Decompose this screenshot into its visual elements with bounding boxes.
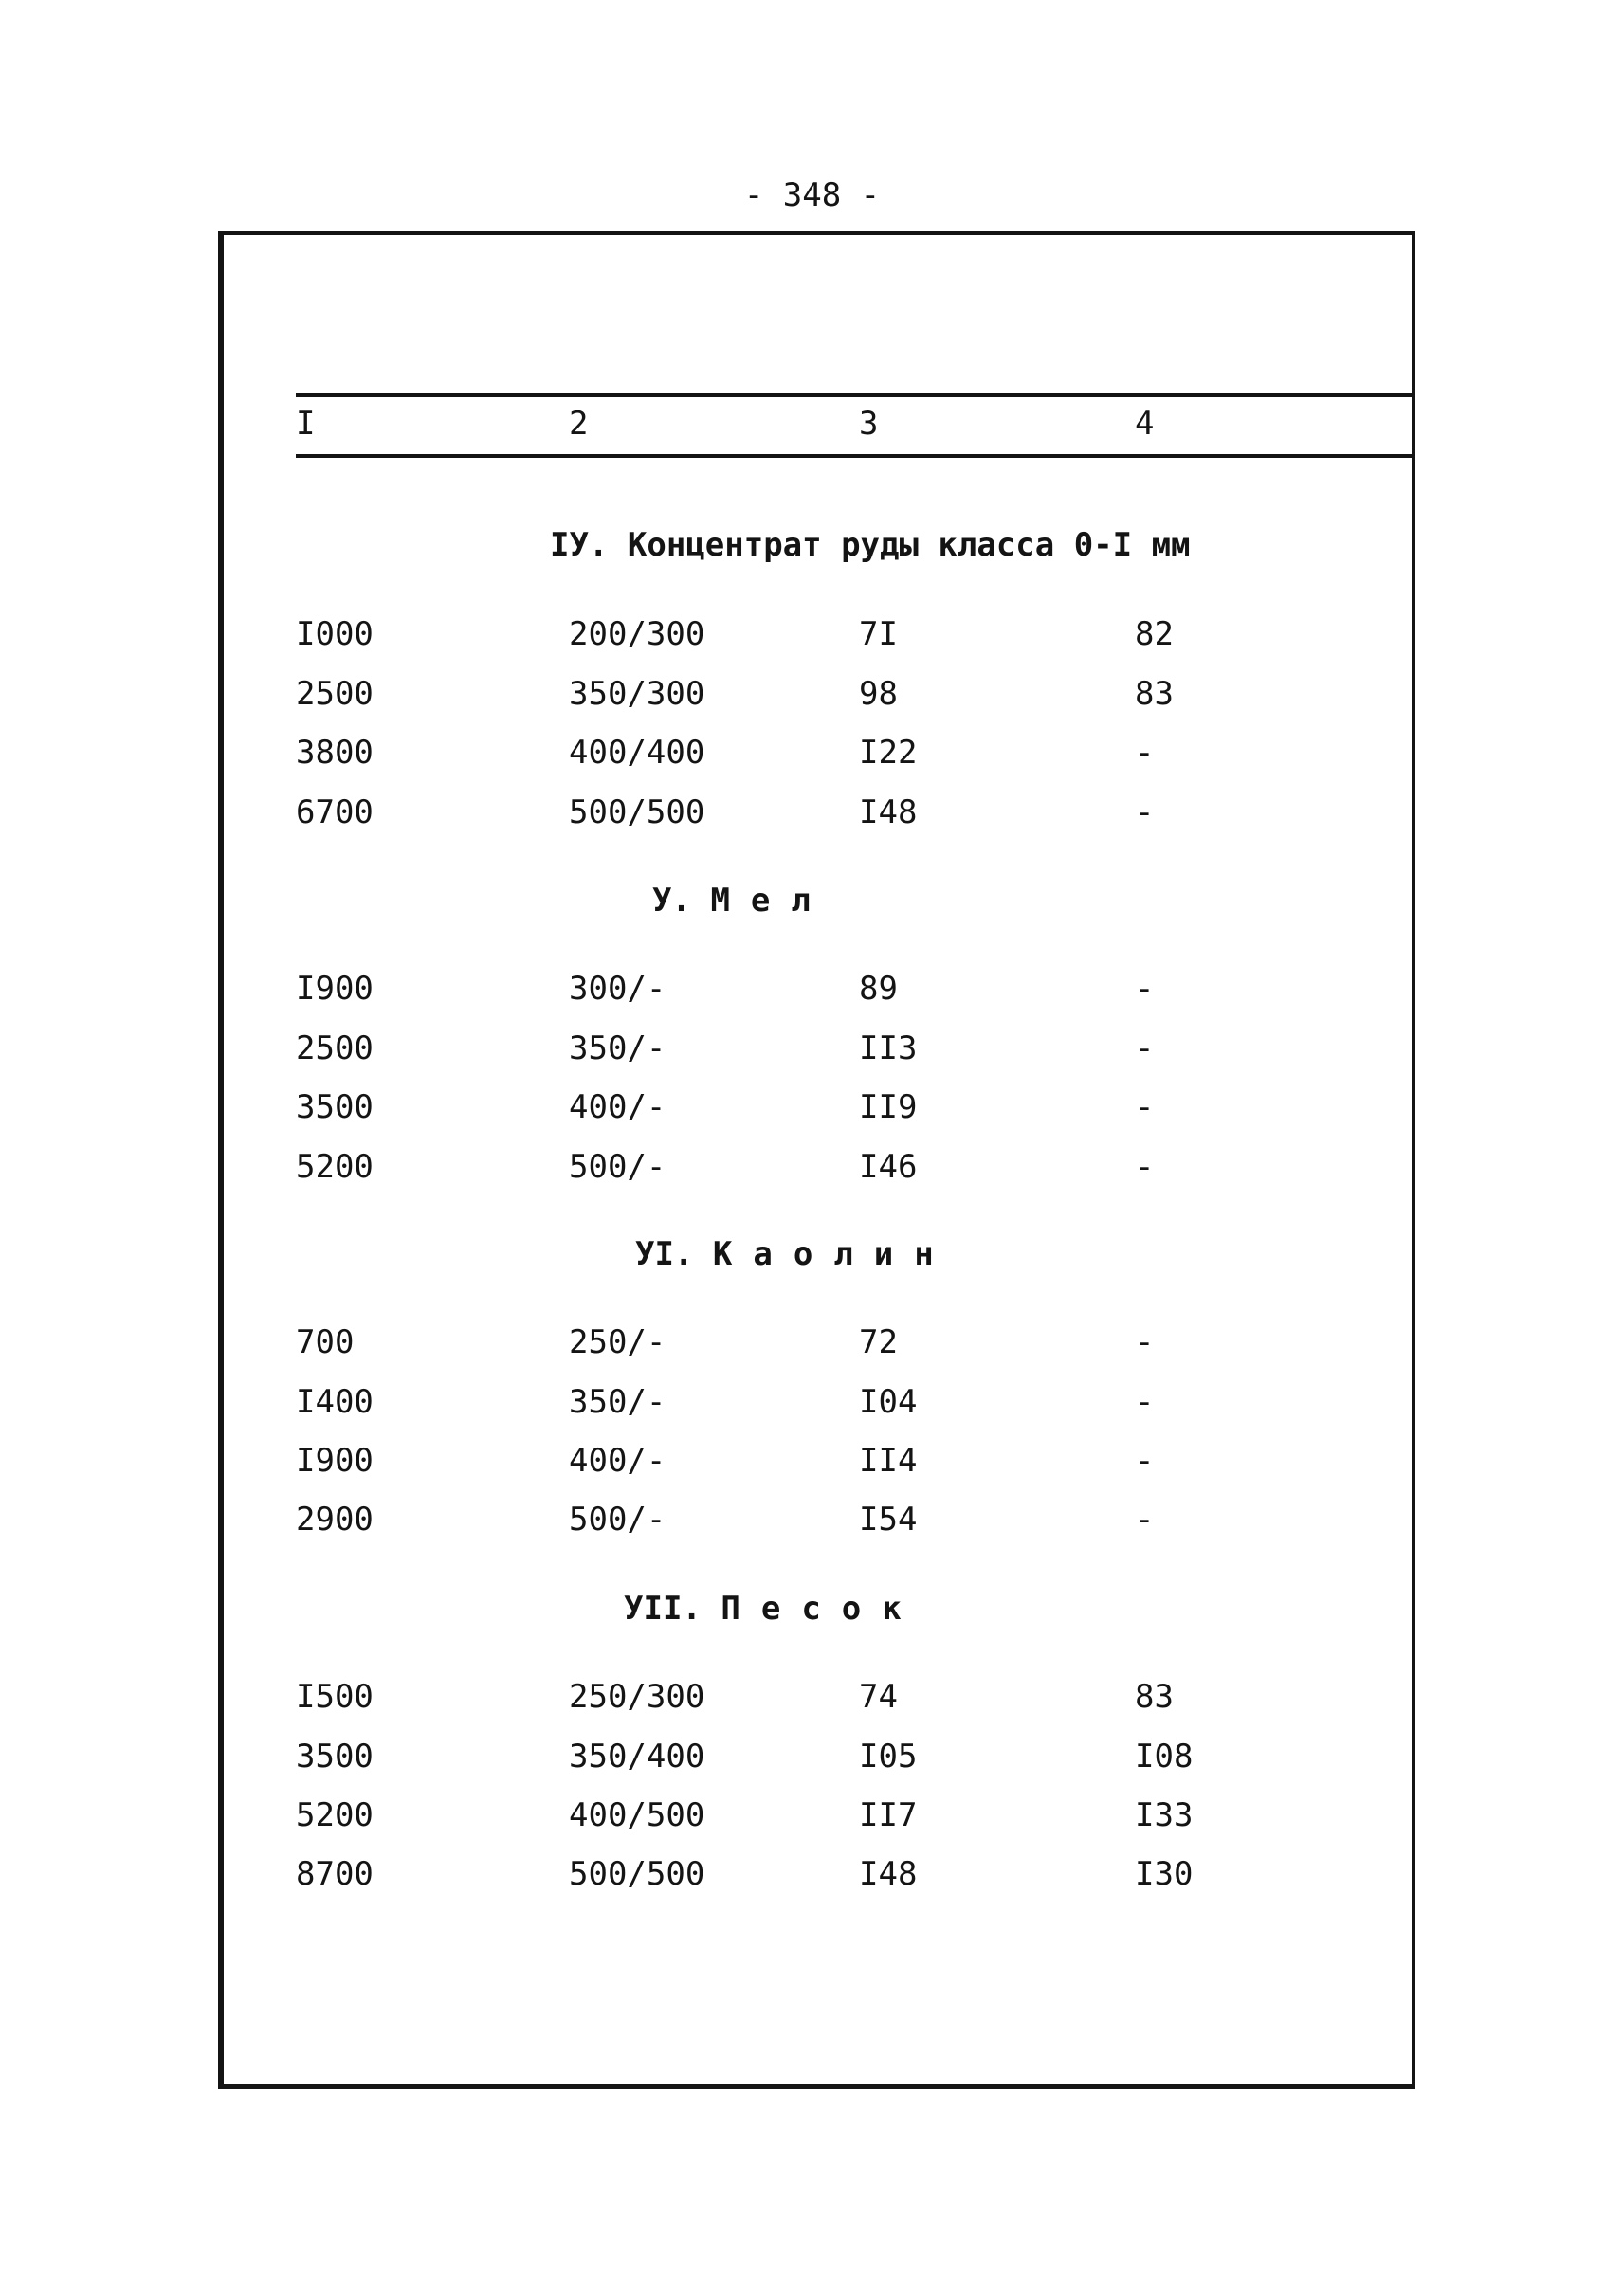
table-cell: I900	[296, 1442, 374, 1480]
table-cell: 2500	[296, 675, 374, 713]
table-cell: 300/-	[569, 970, 666, 1008]
section-name: Песок	[721, 1590, 922, 1628]
section-number: IУ.	[550, 526, 609, 564]
table-cell: 350/-	[569, 1383, 666, 1421]
table-cell: 250/300	[569, 1678, 705, 1716]
table-cell: -	[1135, 734, 1155, 772]
table-cell: 400/-	[569, 1442, 666, 1480]
table-cell: 83	[1135, 675, 1174, 713]
table-cell: I000	[296, 615, 374, 653]
table-cell: I22	[859, 734, 918, 772]
table-cell: I30	[1135, 1855, 1194, 1893]
table-cell: 700	[296, 1323, 355, 1361]
table-cell: -	[1135, 1383, 1155, 1421]
section-title	[550, 526, 1191, 564]
table-cell: 400/400	[569, 734, 705, 772]
table-cell: 350/-	[569, 1029, 666, 1067]
table-cell: 400/-	[569, 1088, 666, 1126]
table-cell: I54	[859, 1501, 918, 1539]
table-cell: -	[1135, 1501, 1155, 1539]
table-cell: -	[1135, 793, 1155, 831]
table-cell: 500/-	[569, 1501, 666, 1539]
table-cell: 3800	[296, 734, 374, 772]
table-cell: -	[1135, 1088, 1155, 1126]
table-cell: 200/300	[569, 615, 705, 653]
table-cell: 500/500	[569, 793, 705, 831]
table-cell: 72	[859, 1323, 898, 1361]
section-title	[652, 882, 831, 920]
table-cell: I48	[859, 793, 918, 831]
section-number: УI.	[635, 1235, 694, 1273]
table-cell: 3500	[296, 1738, 374, 1776]
table-cell: 5200	[296, 1796, 374, 1834]
section-title	[624, 1590, 922, 1628]
table-cell: -	[1135, 970, 1155, 1008]
table-cell: 500/500	[569, 1855, 705, 1893]
table-cell: -	[1135, 1148, 1155, 1186]
table-cell: I04	[859, 1383, 918, 1421]
table-cell: 2500	[296, 1029, 374, 1067]
table-cell: I900	[296, 970, 374, 1008]
table-cell: I33	[1135, 1796, 1194, 1834]
table-cell: 6700	[296, 793, 374, 831]
table-cell: 83	[1135, 1678, 1174, 1716]
table-cell: 89	[859, 970, 898, 1008]
table-cell: 7I	[859, 615, 898, 653]
table-cell: 5200	[296, 1148, 374, 1186]
table-cell: 8700	[296, 1855, 374, 1893]
table-cell: 350/300	[569, 675, 705, 713]
table-cell: 250/-	[569, 1323, 666, 1361]
table-cell: 2900	[296, 1501, 374, 1539]
header-rule-top	[296, 393, 1415, 397]
table-cell: I400	[296, 1383, 374, 1421]
header-rule-bottom	[296, 454, 1415, 458]
table-cell: I46	[859, 1148, 918, 1186]
table-cell: I08	[1135, 1738, 1194, 1776]
table-cell: 82	[1135, 615, 1174, 653]
table-frame	[218, 231, 1415, 2089]
column-header-2: 2	[569, 405, 589, 443]
column-header-3: 3	[859, 405, 879, 443]
table-cell: II3	[859, 1029, 918, 1067]
table-cell: -	[1135, 1442, 1155, 1480]
table-cell: I05	[859, 1738, 918, 1776]
table-cell: 98	[859, 675, 898, 713]
section-name: Каолин	[712, 1235, 955, 1273]
section-number: У.	[652, 882, 691, 920]
table-cell: 400/500	[569, 1796, 705, 1834]
column-header-1: I	[296, 405, 316, 443]
table-cell: I500	[296, 1678, 374, 1716]
section-name: Мел	[710, 882, 831, 920]
table-cell: 3500	[296, 1088, 374, 1126]
table-cell: -	[1135, 1029, 1155, 1067]
table-cell: II7	[859, 1796, 918, 1834]
table-cell: II4	[859, 1442, 918, 1480]
page-number: - 348 -	[743, 176, 881, 214]
table-cell: -	[1135, 1323, 1155, 1361]
table-cell: 350/400	[569, 1738, 705, 1776]
table-cell: 500/-	[569, 1148, 666, 1186]
table-cell: II9	[859, 1088, 918, 1126]
table-cell: 74	[859, 1678, 898, 1716]
section-name: Концентрат руды класса 0-I мм	[627, 526, 1191, 564]
section-title	[635, 1235, 955, 1273]
section-number: УII.	[624, 1590, 702, 1628]
table-cell: I48	[859, 1855, 918, 1893]
column-header-4: 4	[1135, 405, 1155, 443]
